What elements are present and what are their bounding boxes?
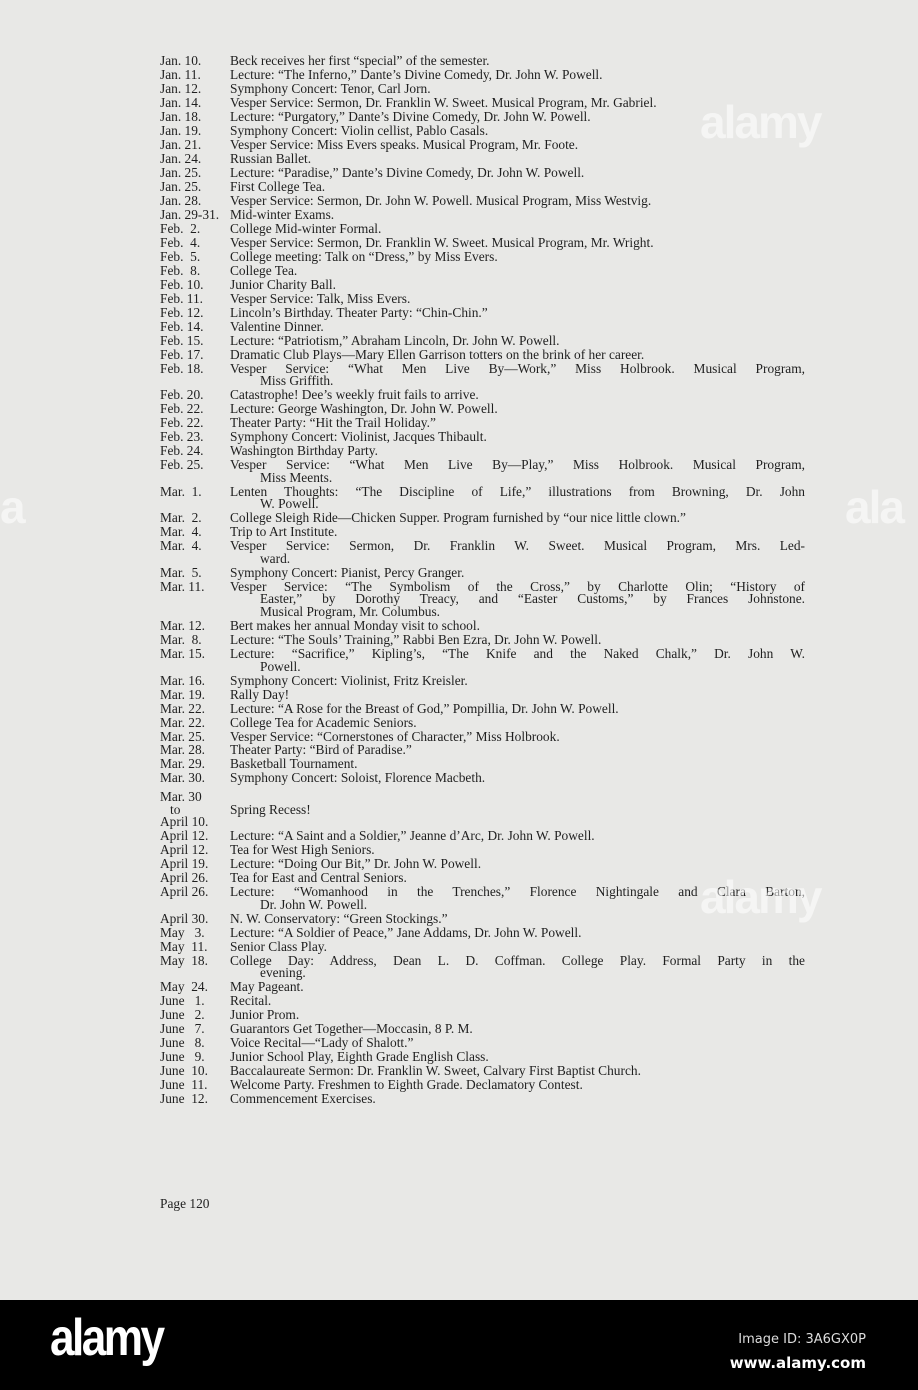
entry-text	[230, 540, 805, 565]
entry-date-line: to	[160, 801, 181, 817]
entry-date: Jan. 25.	[160, 164, 202, 180]
entry-date: April 12.	[160, 842, 209, 858]
entry-text-line: Lecture: “A Saint and a Soldier,” Jeanne d’Arc, Dr. John W. Powell.	[230, 828, 595, 844]
calendar-entry	[160, 512, 805, 525]
calendar-entry	[160, 830, 805, 843]
entry-text	[230, 431, 805, 444]
calendar-entry	[160, 578, 805, 620]
entry-text-line: Theater Party: “Bird of Paradise.”	[230, 742, 412, 758]
calendar-entry	[160, 686, 805, 702]
entry-date: Feb. 17.	[160, 346, 204, 362]
entry-text-line: Valentine Dinner.	[230, 318, 324, 334]
entry-text	[230, 276, 805, 292]
calendar-entry	[160, 262, 805, 278]
entry-date: Jan. 12.	[160, 80, 202, 96]
calendar-entry	[160, 1093, 805, 1106]
entry-text-line: Junior School Play, Eighth Grade English Class.	[230, 1049, 489, 1065]
calendar-entry	[160, 1079, 805, 1092]
entry-text-line: Mid-winter Exams.	[230, 206, 335, 222]
entry-text-line: Basketball Tournament.	[230, 756, 358, 772]
entry-date: Feb. 11.	[160, 290, 204, 306]
calendar-entry	[160, 714, 805, 730]
entry-date: April 30.	[160, 910, 209, 926]
stock-banner	[0, 1300, 918, 1390]
entry-text-line: Vesper Service: Sermon, Dr. Franklin W. Sweet. Musical Program, Mrs. Led-	[230, 538, 805, 554]
entry-text	[230, 1009, 805, 1022]
entry-text	[230, 512, 805, 525]
entry-date: Mar. 22.	[160, 700, 206, 716]
entry-text-line: Lecture: “Doing Our Bit,” Dr. John W. Powell.	[230, 856, 482, 872]
entry-date: Feb. 22.	[160, 415, 204, 431]
entry-text-line: Lecture: “Purgatory,” Dante’s Divine Comedy, Dr. John W. Powell.	[230, 108, 591, 124]
entry-date: Feb. 22.	[160, 401, 204, 417]
calendar-entry	[160, 403, 805, 416]
calendar-entry	[160, 938, 805, 954]
entry-text-line: Vesper Service: “The Symbolism of the Cross,” by Charlotte Olin; “History of	[230, 578, 805, 594]
entry-text-line: Miss Meents.	[260, 469, 333, 485]
calendar-entry	[160, 858, 805, 871]
image-id: Image ID: 3A6GX0P	[738, 1332, 866, 1347]
entry-date: May 3.	[160, 924, 205, 940]
entry-text-line: Vesper Service: Miss Evers speaks. Musical Program, Mr. Foote.	[230, 136, 579, 152]
entry-date: Jan. 18.	[160, 108, 202, 124]
entry-date: Mar. 4.	[160, 524, 202, 540]
entry-text-line: Vesper Service: “What Men Live By—Play,” Miss Holbrook. Musical Program,	[230, 457, 805, 473]
entry-date: Jan. 10.	[160, 53, 202, 68]
entry-date: Jan. 19.	[160, 122, 202, 138]
entry-text	[230, 55, 805, 68]
entry-text-line: Bert makes her annual Monday visit to school.	[230, 618, 480, 634]
entry-text-line: College meeting: Talk on “Dress,” by Miss Evers.	[230, 248, 498, 264]
entry-date: Mar. 19.	[160, 686, 206, 702]
entry-date: Jan. 28.	[160, 192, 202, 208]
entry-text	[230, 178, 805, 194]
entry-text-line: First College Tea.	[230, 178, 326, 194]
watermark-mark: ala	[845, 481, 903, 533]
entry-text	[230, 332, 805, 348]
entry-date	[160, 791, 230, 829]
entry-text	[230, 1065, 805, 1078]
entry-date: April 12.	[160, 828, 209, 844]
calendar-entry	[160, 981, 805, 994]
calendar-entry	[160, 206, 805, 222]
entry-text	[230, 417, 805, 430]
entry-text-line: Lecture: George Washington, Dr. John W. Powell.	[230, 401, 498, 417]
entry-text	[230, 248, 805, 264]
entry-text	[230, 445, 805, 458]
entry-text	[230, 220, 805, 236]
entry-text	[230, 483, 805, 512]
entry-date: June 2.	[160, 1007, 205, 1023]
entry-date: May 24.	[160, 979, 208, 995]
calendar-entry	[160, 483, 805, 512]
calendar-entry	[160, 276, 805, 292]
calendar-entry	[160, 290, 805, 306]
calendar-entry	[160, 55, 805, 68]
watermark-mark: alamy	[700, 96, 821, 148]
alamy-logo: alamy	[50, 1309, 163, 1367]
entry-text	[230, 1079, 805, 1092]
entry-date: Jan. 21.	[160, 136, 202, 152]
calendar-entry	[160, 952, 805, 981]
entry-date: Mar. 29.	[160, 756, 206, 772]
entry-text	[230, 858, 805, 871]
entry-text-line: Lecture: “A Soldier of Peace,” Jane Addams, Dr. John W. Powell.	[230, 924, 582, 940]
entry-text	[230, 360, 805, 389]
entry-date: April 19.	[160, 856, 209, 872]
entry-text-line: Powell.	[260, 658, 301, 674]
entry-text-line: N. W. Conservatory: “Green Stockings.”	[230, 910, 448, 926]
entry-date: June 12.	[160, 1091, 208, 1107]
entry-text	[230, 830, 805, 843]
entry-date: June 1.	[160, 993, 205, 1009]
entry-text-line: Beck receives her first “special” of the semester.	[230, 53, 490, 68]
entry-text-line: Washington Birthday Party.	[230, 443, 378, 459]
entry-text	[230, 318, 805, 334]
entry-text	[230, 952, 805, 981]
entry-text-line: Recital.	[230, 993, 272, 1009]
calendar-entry	[160, 526, 805, 539]
calendar-entry	[160, 80, 805, 96]
calendar-entry	[160, 1051, 805, 1064]
entry-text-line: College Mid-winter Formal.	[230, 220, 382, 236]
entry-text-line: Vesper Service: Sermon, Dr. Franklin W. Sweet. Musical Program, Mr. Gabriel.	[230, 94, 657, 110]
entry-text	[230, 206, 805, 222]
entry-text	[230, 728, 805, 744]
entry-text	[230, 526, 805, 539]
entry-date: Mar. 2.	[160, 510, 202, 526]
calendar-entry	[160, 1037, 805, 1050]
entry-text-line: May Pageant.	[230, 979, 304, 995]
entry-date: May 11.	[160, 938, 208, 954]
entry-date: Feb. 8.	[160, 262, 201, 278]
calendar-entry	[160, 728, 805, 744]
entry-date: Feb. 12.	[160, 304, 204, 320]
entry-text-line: Symphony Concert: Soloist, Florence Macbeth.	[230, 770, 486, 786]
entry-text-line: Junior Charity Ball.	[230, 276, 337, 292]
calendar-entry	[160, 758, 805, 771]
calendar-entry	[160, 389, 805, 402]
entry-date: Feb. 14.	[160, 318, 204, 334]
entry-date-line: Mar. 30	[160, 789, 202, 805]
entry-text-line: Symphony Concert: Violin cellist, Pablo Casals.	[230, 122, 489, 138]
entry-text	[230, 645, 805, 674]
entry-text-line: Vesper Service: “What Men Live By—Work,” Miss Holbrook. Musical Program,	[230, 360, 805, 376]
entry-text	[230, 981, 805, 994]
entry-text-line: Vesper Service: Sermon, Dr. John W. Powell. Musical Program, Miss Westvig.	[230, 192, 652, 208]
entry-text	[230, 700, 805, 716]
entry-text	[230, 1023, 805, 1036]
entry-text-line: Tea for West High Seniors.	[230, 842, 375, 858]
entry-text	[230, 389, 805, 402]
entry-text-line: College Tea.	[230, 262, 298, 278]
entry-date: Feb. 18.	[160, 360, 204, 376]
entry-text	[230, 1093, 805, 1106]
entry-text-line: Lecture: “A Rose for the Breast of God,” Pompillia, Dr. John W. Powell.	[230, 700, 619, 716]
entry-date: Feb. 2.	[160, 220, 201, 236]
entry-text	[230, 192, 805, 208]
entry-date: Feb. 10.	[160, 276, 204, 292]
entry-text-line: Lecture: “Sacrifice,” Kipling’s, “The Knife and the Naked Chalk,” Dr. John W.	[230, 645, 805, 661]
page-number: Page 120	[160, 1196, 210, 1211]
entry-text-line: Symphony Concert: Violinist, Jacques Thibault.	[230, 429, 487, 445]
entry-text-line: W. Powell.	[260, 496, 319, 512]
entry-text-line: Voice Recital—“Lady of Shalott.”	[230, 1035, 414, 1051]
entry-text-line: Guarantors Get Together—Moccasin, 8 P. M.	[230, 1021, 473, 1037]
entry-text-line: College Sleigh Ride—Chicken Supper. Program furnished by “our nice little clown.”	[230, 510, 686, 526]
calendar-entry	[160, 844, 805, 857]
entry-text	[230, 66, 805, 82]
entry-text	[230, 634, 805, 647]
calendar-entry	[160, 192, 805, 208]
entry-date: Mar. 15.	[160, 645, 206, 661]
entry-date: Feb. 20.	[160, 387, 204, 403]
entry-text-line: Symphony Concert: Pianist, Percy Granger.	[230, 564, 465, 580]
entry-text-line: Commencement Exercises.	[230, 1091, 376, 1107]
entry-date: Mar. 25.	[160, 728, 206, 744]
calendar-entry	[160, 672, 805, 688]
calendar-entry	[160, 700, 805, 716]
entry-date: Mar. 22.	[160, 714, 206, 730]
entry-date: Jan. 29-31.	[160, 206, 220, 222]
entry-text	[230, 403, 805, 416]
calendar-entry	[160, 360, 805, 389]
entry-text	[230, 744, 805, 757]
calendar-entry	[160, 66, 805, 82]
entry-text-line: Rally Day!	[230, 686, 290, 702]
entry-date: June 11.	[160, 1077, 208, 1093]
entry-text	[230, 995, 805, 1008]
entry-text-line: College Day: Address, Dean L. D. Coffman. College Play. Formal Party in the	[230, 952, 805, 968]
entry-date: June 8.	[160, 1035, 205, 1051]
entry-text-line: Vesper Service: Sermon, Dr. Franklin W. Sweet. Musical Program, Mr. Wright.	[230, 234, 654, 250]
calendar-entry	[160, 645, 805, 674]
entry-text-line: Musical Program, Mr. Columbus.	[260, 604, 441, 620]
entry-text-line: Easter,” by Dorothy Treacy, and “Easter Customs,” by Frances Johnstone.	[260, 591, 805, 607]
entry-text	[230, 1037, 805, 1050]
entry-text-line: Vesper Service: “Cornerstones of Character,” Miss Holbrook.	[230, 728, 560, 744]
entry-date: Mar. 16.	[160, 672, 206, 688]
entry-text-line: Trip to Art Institute.	[230, 524, 338, 540]
entry-text-line: Symphony Concert: Tenor, Carl Jorn.	[230, 80, 431, 96]
calendar-entry	[160, 164, 805, 180]
entry-text	[230, 234, 805, 250]
entry-text	[230, 938, 805, 954]
entry-text-line: Dr. John W. Powell.	[260, 896, 368, 912]
entry-text-line: Senior Class Play.	[230, 938, 327, 954]
calendar-entry	[160, 924, 805, 940]
entry-date: Jan. 24.	[160, 150, 202, 166]
calendar-entry	[160, 1009, 805, 1022]
calendar-entry	[160, 995, 805, 1008]
calendar-entry	[160, 772, 805, 785]
entry-text	[230, 758, 805, 771]
entry-text-line: ward.	[260, 550, 291, 566]
calendar-entry	[160, 431, 805, 444]
entry-text	[230, 150, 805, 166]
entry-date: June 7.	[160, 1021, 205, 1037]
calendar-entry	[160, 332, 805, 348]
entry-date: Feb. 4.	[160, 234, 201, 250]
entry-date-line: April 10.	[160, 814, 209, 830]
calendar-entry	[160, 540, 805, 565]
entry-date: Mar. 4.	[160, 538, 202, 554]
calendar-entry	[160, 150, 805, 166]
calendar-entry	[160, 346, 805, 362]
calendar-entry	[160, 178, 805, 194]
entry-text-line: College Tea for Academic Seniors.	[230, 714, 417, 730]
entry-text	[230, 924, 805, 940]
entry-text-line: Vesper Service: Talk, Miss Evers.	[230, 290, 411, 306]
entry-text	[230, 844, 805, 857]
entry-text	[230, 459, 805, 484]
entry-date: May 18.	[160, 952, 208, 968]
entry-text	[230, 164, 805, 180]
entry-text-line: evening.	[260, 965, 306, 981]
calendar-entry	[160, 1065, 805, 1078]
entry-date: Feb. 23.	[160, 429, 204, 445]
calendar-entry	[160, 417, 805, 430]
entry-text	[230, 346, 805, 362]
calendar-entry	[160, 220, 805, 236]
entry-text-line: Lecture: “The Souls’ Training,” Rabbi Ben Ezra, Dr. John W. Powell.	[230, 632, 602, 647]
calendar-entry	[160, 234, 805, 250]
entry-text-line: Spring Recess!	[230, 801, 311, 817]
calendar-entry	[160, 620, 805, 633]
entry-date: April 26.	[160, 884, 209, 900]
entry-date: Mar. 28.	[160, 742, 206, 758]
calendar-entry	[160, 634, 805, 647]
entry-date: Mar. 11.	[160, 578, 205, 594]
entry-text-line: Symphony Concert: Violinist, Fritz Kreisler.	[230, 672, 468, 688]
entry-text-line: Junior Prom.	[230, 1007, 300, 1023]
entry-text	[230, 1051, 805, 1064]
calendar-entry	[160, 744, 805, 757]
entry-text	[230, 304, 805, 320]
entry-text-line: Lincoln’s Birthday. Theater Party: “Chin-Chin.”	[230, 304, 488, 320]
watermark-mark: alamy	[700, 871, 821, 923]
calendar-list	[160, 55, 805, 1107]
entry-date: Jan. 25.	[160, 178, 202, 194]
entry-date: Feb. 24.	[160, 443, 204, 459]
entry-text-line: Lecture: “Womanhood in the Trenches,” Florence Nightingale and Clara Barton,	[230, 884, 805, 900]
entry-date: Jan. 11.	[160, 66, 201, 82]
calendar-entry	[160, 318, 805, 334]
entry-text	[230, 686, 805, 702]
entry-date: Jan. 14.	[160, 94, 202, 110]
entry-date: June 10.	[160, 1063, 208, 1079]
entry-text-line: Miss Griffith.	[260, 373, 334, 389]
entry-text	[230, 564, 805, 580]
watermark-mark: a	[0, 481, 24, 533]
entry-date: Feb. 5.	[160, 248, 201, 264]
entry-date: Feb. 25.	[160, 457, 204, 473]
calendar-entry	[160, 564, 805, 580]
entry-text-line: Lecture: “Patriotism,” Abraham Lincoln, Dr. John W. Powell.	[230, 332, 560, 348]
entry-text	[230, 262, 805, 278]
entry-text-line: Tea for East and Central Seniors.	[230, 870, 407, 886]
entry-text	[230, 791, 805, 829]
entry-text-line: Lenten Thoughts: “The Discipline of Life,” illustrations from Browning, Dr. John	[230, 483, 805, 499]
entry-text-line: Baccalaureate Sermon: Dr. Franklin W. Sweet, Calvary First Baptist Church.	[230, 1063, 641, 1079]
calendar-entry	[160, 445, 805, 458]
entry-text	[230, 578, 805, 620]
entry-date: Feb. 15.	[160, 332, 204, 348]
entry-date: Mar. 12.	[160, 618, 206, 634]
entry-text	[230, 80, 805, 96]
entry-text	[230, 714, 805, 730]
calendar-entry	[160, 459, 805, 484]
entry-text	[230, 290, 805, 306]
entry-date: Mar. 1.	[160, 483, 202, 499]
entry-text-line: Dramatic Club Plays—Mary Ellen Garrison totters on the brink of her career.	[230, 346, 645, 362]
entry-text	[230, 672, 805, 688]
entry-text-line: Catastrophe! Dee’s weekly fruit fails to arrive.	[230, 387, 479, 403]
entry-text	[230, 772, 805, 785]
entry-text-line: Welcome Party. Freshmen to Eighth Grade. Declamatory Contest.	[230, 1077, 583, 1093]
entry-date: Mar. 8.	[160, 632, 202, 647]
site-url: www.alamy.com	[729, 1354, 866, 1372]
calendar-entry	[160, 248, 805, 264]
entry-text-line: Lecture: “Paradise,” Dante’s Divine Comedy, Dr. John W. Powell.	[230, 164, 585, 180]
entry-text	[230, 620, 805, 633]
entry-date: April 26.	[160, 870, 209, 886]
calendar-entry	[160, 1023, 805, 1036]
entry-text-line: Theater Party: “Hit the Trail Holiday.”	[230, 415, 436, 431]
calendar-entry-spring-recess	[160, 791, 805, 829]
entry-text-line: Lecture: “The Inferno,” Dante’s Divine Comedy, Dr. John W. Powell.	[230, 66, 603, 82]
entry-date: June 9.	[160, 1049, 205, 1065]
entry-text-line: Russian Ballet.	[230, 150, 312, 166]
calendar-entry	[160, 304, 805, 320]
entry-date: Mar. 5.	[160, 564, 202, 580]
entry-date: Mar. 30.	[160, 770, 206, 786]
